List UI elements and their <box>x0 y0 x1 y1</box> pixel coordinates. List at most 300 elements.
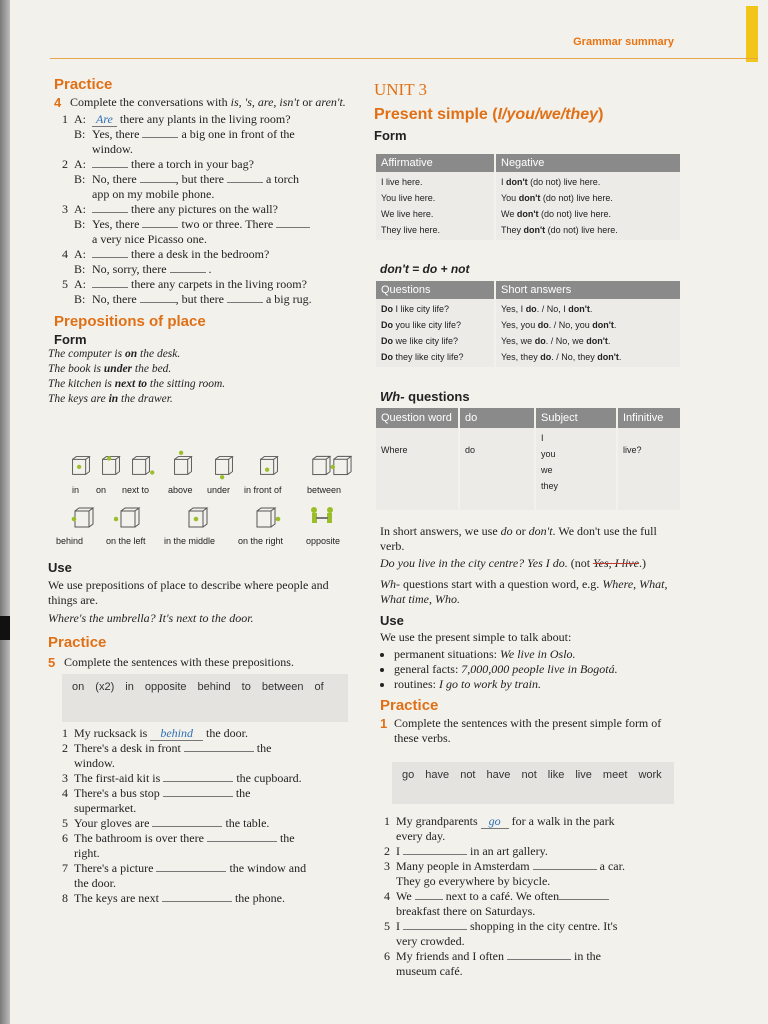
item-number: 2 <box>62 157 68 171</box>
prep-in-icon <box>66 448 96 482</box>
answer-part: . <box>618 352 622 362</box>
pronoun: I <box>501 177 507 187</box>
preposition: under <box>103 363 133 375</box>
answer-part: Yes, you <box>501 320 538 330</box>
prep-on-the-left-icon <box>114 502 146 532</box>
line-text <box>92 277 307 292</box>
use-bullet <box>394 647 680 662</box>
exercise-line <box>54 786 354 801</box>
text-fragment: the desk. <box>137 348 181 360</box>
item-number: 5 <box>62 816 68 830</box>
item-number: 6 <box>384 949 390 963</box>
instr-or: or <box>299 95 316 109</box>
line-text <box>396 949 601 964</box>
text-fragment: a car. <box>596 859 625 873</box>
text-fragment: a big rug. <box>262 292 312 306</box>
text-fragment: Yes, there <box>92 127 143 141</box>
verb: live here. <box>398 193 436 203</box>
exercise-line <box>54 112 354 127</box>
dont: don't <box>516 209 539 219</box>
answer-blank <box>156 861 226 872</box>
speaker-label: B: <box>74 292 86 306</box>
line-text <box>74 831 295 846</box>
instr-forms: is, 's, are, isn't <box>230 95 300 109</box>
exercise-line <box>54 876 354 891</box>
item-number: 3 <box>62 771 68 785</box>
text-fragment: I <box>396 844 403 858</box>
verb: live here. <box>563 177 601 187</box>
line-text <box>74 861 306 876</box>
negative-row <box>501 174 675 190</box>
line-text <box>92 262 212 277</box>
exercise-line <box>54 262 354 277</box>
exercise-line <box>54 846 354 861</box>
text-fragment: every day. <box>396 829 446 843</box>
text-fragment: in the <box>570 949 601 963</box>
book-page <box>10 0 768 1024</box>
text-fragment: right. <box>74 846 100 860</box>
text-fragment: for a walk in the park <box>508 814 615 828</box>
answer-row <box>501 301 675 317</box>
subject: they <box>541 481 559 491</box>
prep-label: in the middle <box>164 536 216 546</box>
bullet-example: 7,000,000 people live in Bogotá. <box>461 662 618 676</box>
prep-on-the-right-icon <box>250 502 282 532</box>
practice5-instructions <box>48 655 358 670</box>
text-fragment: supermarket. <box>74 801 137 815</box>
short-answer-example <box>380 556 680 571</box>
prep-label: in front of <box>244 485 282 495</box>
exercise-line <box>376 859 672 874</box>
wh-infinitive: live? <box>617 428 681 510</box>
sn-dont: don't <box>528 524 553 538</box>
use-bullets <box>380 647 680 692</box>
text-fragment: shopping in the city centre. It's <box>467 919 618 933</box>
item-number: 4 <box>62 786 68 800</box>
text-fragment: the drawer. <box>118 393 173 405</box>
practice5-instr-text: Complete the sentences with these prepositions. <box>64 655 294 669</box>
answer-part: . <box>613 320 617 330</box>
practice1-instructions <box>380 716 680 746</box>
text-fragment: My rucksack is <box>74 726 151 740</box>
wh-title-text: questions <box>404 389 470 404</box>
text-fragment: very crowded. <box>396 934 465 948</box>
wh-header: Question word <box>376 408 459 428</box>
verb: live here. <box>386 177 423 187</box>
speaker-label: A: <box>74 157 86 171</box>
affirmative-row <box>381 222 489 238</box>
prep-next-to-icon <box>126 448 156 482</box>
exercise-line <box>376 814 672 829</box>
preposition: on <box>124 348 138 360</box>
text-fragment: , but there <box>175 172 227 186</box>
prep-label: next to <box>122 485 150 495</box>
text-fragment: the window and <box>226 861 307 875</box>
answer-blank <box>207 831 277 842</box>
se-not: (not <box>567 556 594 570</box>
title-post: ) <box>598 106 604 123</box>
answer-blank <box>163 786 233 797</box>
text-fragment: there any pictures on the wall? <box>128 202 278 216</box>
answer-part: do <box>537 320 549 330</box>
item-number: 7 <box>62 861 68 875</box>
exercise-line <box>54 172 354 187</box>
text-fragment: The first-aid kit is <box>74 771 164 785</box>
bullet-example: I go to work by train. <box>439 677 541 691</box>
use-bullet <box>394 662 680 677</box>
prep-label: under <box>207 485 231 495</box>
short-answer-note <box>380 524 680 554</box>
answer-part: . / No, they <box>551 352 598 362</box>
text-fragment: window. <box>74 756 115 770</box>
question-row <box>381 349 489 365</box>
text-fragment: a big one in front of the <box>178 127 295 141</box>
header-title: Grammar summary <box>573 36 674 48</box>
exercise-line <box>54 756 354 771</box>
wh-header: Subject <box>535 408 617 428</box>
prep-label: on <box>96 485 107 495</box>
subject: I <box>541 433 544 443</box>
line-text <box>74 816 269 831</box>
text-fragment: The keys are next <box>74 891 162 905</box>
prep-use-text: We use prepositions of place to describe where people and things are. <box>48 578 329 607</box>
affirmative-row <box>381 174 489 190</box>
verb: live here. <box>403 225 441 235</box>
exercise-line <box>376 934 672 949</box>
form-heading: Form <box>374 128 407 143</box>
affirmative-negative-table <box>376 154 682 240</box>
line-text <box>92 157 254 172</box>
verb: live here. <box>574 209 612 219</box>
dont: don't <box>506 177 528 187</box>
questions-table <box>376 281 682 367</box>
spacer <box>54 232 68 247</box>
answer-part: Yes, I <box>501 304 526 314</box>
text-fragment: , but there <box>175 292 227 306</box>
text-fragment: museum café. <box>396 964 463 978</box>
speaker-label: A: <box>74 247 86 261</box>
prep-example <box>48 377 354 392</box>
text-fragment: My friends and I often <box>396 949 507 963</box>
line-text <box>396 859 625 874</box>
answer-row <box>501 333 675 349</box>
prep-label: opposite <box>306 536 341 546</box>
negative-row <box>501 206 675 222</box>
do-not: (do not) <box>545 225 582 235</box>
answer-part: do <box>534 336 546 346</box>
negative-cell <box>495 172 681 240</box>
item-number: 5 <box>62 277 68 291</box>
line-text <box>92 247 269 262</box>
text-fragment: The kitchen is <box>48 378 115 390</box>
use-heading: Use <box>380 613 404 628</box>
left-lower <box>48 560 358 670</box>
text-fragment: there a torch in your bag? <box>128 157 254 171</box>
item-number: 8 <box>62 891 68 905</box>
text-fragment: There's a picture <box>74 861 157 875</box>
item-number: 2 <box>62 741 68 755</box>
text-fragment: The computer is <box>48 348 125 360</box>
text-fragment: Yes, there <box>92 217 143 231</box>
prep-use-example: Where's the umbrella? It's next to the door. <box>48 611 254 625</box>
dont-rule: don't = do + not <box>380 262 470 276</box>
present-simple-title <box>374 106 674 124</box>
text-fragment: No, there <box>92 292 140 306</box>
line-text <box>396 814 615 829</box>
practice5-list <box>54 726 354 906</box>
wh-title <box>380 389 470 404</box>
question-text: you like city life? <box>393 320 462 330</box>
text-fragment: two or three. There <box>178 217 277 231</box>
item-number: 3 <box>384 859 390 873</box>
questions-header: Questions <box>376 281 495 299</box>
do: Do <box>381 352 393 362</box>
spacer <box>376 964 390 979</box>
use-intro: We use the present simple to talk about: <box>380 630 572 644</box>
do: Do <box>381 304 393 314</box>
line-text <box>74 891 285 906</box>
exercise-line <box>54 816 354 831</box>
answer-blank <box>559 889 609 900</box>
wn-text: questions start with a question word, e.g. <box>400 577 603 591</box>
text-fragment: . <box>205 262 212 276</box>
spacer <box>54 292 68 307</box>
item-number: 2 <box>384 844 390 858</box>
item-number: 1 <box>62 726 68 740</box>
practice4-instructions <box>54 95 354 110</box>
answers-cell <box>495 299 681 367</box>
dont: don't <box>523 225 546 235</box>
line-text <box>74 741 271 756</box>
spacer <box>54 876 68 891</box>
sn-post: . We don't use the full verb. <box>380 524 657 553</box>
practice1-number: 1 <box>380 716 388 731</box>
prep-above-icon <box>168 448 198 482</box>
line-text <box>92 292 312 307</box>
text-fragment: We <box>396 889 415 903</box>
bullet-text: permanent situations: <box>394 647 500 661</box>
answer-blank <box>163 771 233 782</box>
practice1-instr-text: Complete the sentences with the present simple form of these verbs. <box>394 716 662 745</box>
text-fragment: There's a desk in front <box>74 741 184 755</box>
prep-in-the-middle-icon <box>182 502 214 532</box>
item-number: 3 <box>62 202 68 216</box>
text-fragment: there any carpets in the living room? <box>128 277 307 291</box>
text-fragment: there a desk in the bedroom? <box>128 247 270 261</box>
page-edge <box>0 0 10 1024</box>
left-column <box>48 76 354 407</box>
prep-between-icon <box>308 448 352 482</box>
text-fragment: the door. <box>74 876 116 890</box>
text-fragment: breakfast there on Saturdays. <box>396 904 536 918</box>
text-fragment: app on my mobile phone. <box>92 187 215 201</box>
answer-part: . / No, you <box>548 320 593 330</box>
text-fragment: No, there <box>92 172 140 186</box>
item-number: 4 <box>384 889 390 903</box>
line-text <box>92 127 295 142</box>
prep-example <box>48 392 354 407</box>
spacer <box>54 142 68 157</box>
title-pre: Present simple ( <box>374 106 498 123</box>
prep-example <box>48 362 354 377</box>
negative-header: Negative <box>495 154 681 172</box>
answer-blank <box>92 277 128 288</box>
answer-blank <box>140 172 176 183</box>
exercise-line <box>54 202 354 217</box>
answer-blank <box>227 292 263 303</box>
answer-blank <box>142 127 178 138</box>
spacer <box>74 232 92 247</box>
exercise-line <box>376 904 672 919</box>
prep-behind-icon <box>68 502 100 532</box>
prep-examples <box>48 347 354 407</box>
exercise-line <box>54 232 354 247</box>
wh-do: do <box>459 428 535 510</box>
line-text <box>396 844 548 859</box>
answer-blank <box>403 844 467 855</box>
title-pronouns: I/you/we/they <box>497 106 599 123</box>
speaker-label: B: <box>74 262 86 276</box>
answer-part: don't <box>597 352 619 362</box>
answer-blank <box>507 949 571 960</box>
answer-blank <box>142 217 178 228</box>
exercise-line <box>376 844 672 859</box>
prep-under-icon <box>209 448 239 482</box>
prep-form-heading: Form <box>54 332 87 347</box>
exercise-line <box>376 889 672 904</box>
spacer <box>54 756 68 771</box>
practice5-heading: Practice <box>48 634 107 651</box>
wh-title-it: Wh- <box>380 389 405 404</box>
item-number: 1 <box>62 112 68 126</box>
exercise-line <box>54 277 354 292</box>
exercise-line <box>54 861 354 876</box>
pronoun: They <box>501 225 524 235</box>
sn-do: do <box>500 524 513 538</box>
questions-cell <box>376 299 495 367</box>
text-fragment: Your gloves are <box>74 816 153 830</box>
exercise-line <box>54 891 354 906</box>
answer-blank <box>184 741 254 752</box>
bullet-text: general facts: <box>394 662 462 676</box>
subject: we <box>541 465 553 475</box>
wh-questions-table <box>376 408 682 510</box>
answer-part: do <box>525 304 537 314</box>
text-fragment: My grandparents <box>396 814 481 828</box>
se-text: Do you live in the city centre? Yes I do. <box>380 556 568 570</box>
short-answers-header: Short answers <box>495 281 681 299</box>
exercise-line <box>54 157 354 172</box>
answer-blank <box>92 247 128 258</box>
answer-blank <box>227 172 263 183</box>
answer-blank <box>403 919 467 930</box>
prep-label: on the right <box>238 536 284 546</box>
verb: live here. <box>581 225 618 235</box>
bullet-example: We live in Oslo. <box>499 647 576 661</box>
text-fragment: window. <box>92 142 133 156</box>
answer-part: . <box>589 304 593 314</box>
text-fragment: the sitting room. <box>147 378 226 390</box>
answer-blank <box>92 157 128 168</box>
text-fragment: I <box>396 919 403 933</box>
prep-label: above <box>168 485 193 495</box>
line-text <box>92 172 299 187</box>
line-text <box>396 919 617 934</box>
text-fragment: a very nice Picasso one. <box>92 232 207 246</box>
do-not: (do not) <box>540 193 577 203</box>
exercise-line <box>54 831 354 846</box>
answer-part: don't <box>592 320 614 330</box>
answer-example: Are <box>92 112 117 127</box>
sn-or: or <box>512 524 529 538</box>
text-fragment: next to a café. We often <box>442 889 560 903</box>
spacer <box>376 904 390 919</box>
text-fragment: the table. <box>222 816 270 830</box>
question-text: we like city life? <box>393 336 459 346</box>
prep-label: in <box>72 485 80 495</box>
right-notes <box>380 524 680 746</box>
item-number: 6 <box>62 831 68 845</box>
exercise-line <box>54 292 354 307</box>
exercise-line <box>376 964 672 979</box>
preposition: in <box>108 393 119 405</box>
wh-note <box>380 577 680 607</box>
exercise-line <box>54 247 354 262</box>
answer-part: Yes, they <box>501 352 541 362</box>
pronoun: They <box>381 225 404 235</box>
spacer <box>54 217 68 232</box>
wn-ex: Where, What, What time, Who. <box>380 577 668 606</box>
answer-part: do <box>540 352 552 362</box>
answer-example: behind <box>150 726 203 741</box>
text-fragment: They go everywhere by bicycle. <box>396 874 551 888</box>
practice1-heading: Practice <box>380 697 439 714</box>
answer-blank <box>162 891 232 902</box>
page-edge-mark <box>0 616 10 640</box>
prep-heading: Prepositions of place <box>54 313 206 330</box>
pronoun: We <box>501 209 517 219</box>
text-fragment: the bed. <box>132 363 172 375</box>
pronoun: We <box>381 209 397 219</box>
practice4-heading: Practice <box>54 76 113 93</box>
answer-blank <box>170 262 206 273</box>
item-number: 5 <box>384 919 390 933</box>
answer-row <box>501 349 675 365</box>
affirmative-row <box>381 206 489 222</box>
text-fragment: No, sorry, there <box>92 262 170 276</box>
line-text <box>92 217 310 232</box>
answer-part: don't <box>568 304 590 314</box>
do: Do <box>381 320 393 330</box>
text-fragment: the phone. <box>231 891 285 905</box>
answer-blank <box>533 859 597 870</box>
do: Do <box>381 336 393 346</box>
speaker-label: A: <box>74 112 86 126</box>
instr-text: Complete the conversations with <box>70 95 231 109</box>
wh-subjects <box>535 428 617 510</box>
right-column <box>374 80 674 143</box>
exercise-line <box>376 919 672 934</box>
spacer <box>54 127 68 142</box>
se-close: .) <box>638 556 646 570</box>
speaker-label: B: <box>74 217 86 231</box>
exercise-line <box>54 741 354 756</box>
exercise-line <box>54 142 354 157</box>
text-fragment: the cupboard. <box>233 771 302 785</box>
practice4-number: 4 <box>54 95 62 110</box>
spacer <box>376 874 390 889</box>
practice5-number: 5 <box>48 655 56 670</box>
